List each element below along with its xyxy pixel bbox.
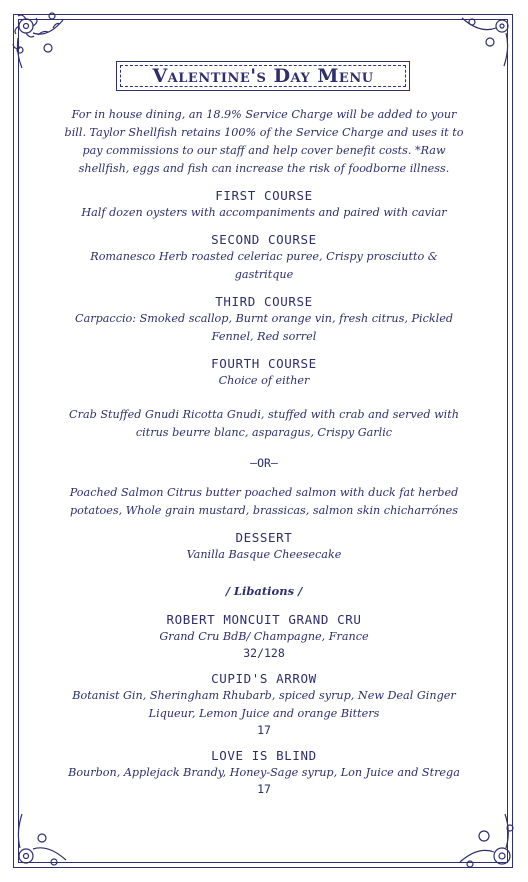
menu-content (60, 106, 468, 797)
dessert-description: Vanilla Basque Cheesecake (186, 548, 342, 561)
course-title: THIRD COURSE (215, 294, 313, 309)
or-divider: —OR— (250, 456, 278, 470)
intro-text: For in house dining, an 18.9% Service Charge will be added to your bill. Taylor Shellfish retains 100% of the Service Charge and uses it to pay commissions to our staff and help cover benefit costs. *Raw shellfish, eggs and fish can increase the risk of foodborne illness. (64, 108, 464, 175)
dessert-title: DESSERT (235, 530, 293, 545)
course-description: Half dozen oysters with accompaniments and paired with caviar (81, 206, 447, 219)
drink-title: LOVE IS BLIND (211, 748, 317, 763)
course-description: Carpaccio: Smoked scallop, Burnt orange vin, fresh citrus, Pickled Fennel, Red sorrel (75, 312, 453, 343)
course-description: Choice of either (218, 374, 310, 387)
floral-corner-icon (450, 804, 520, 874)
title-banner (110, 56, 416, 96)
drink-title: ROBERT MONCUIT GRAND CRU (166, 612, 362, 627)
drink-description: Botanist Gin, Sheringham Rhubarb, spiced syrup, New Deal Ginger Liqueur, Lemon Juice and orange Bitters (72, 689, 456, 720)
drink-price: 17 (257, 723, 271, 737)
course-title: FOURTH COURSE (211, 356, 317, 371)
floral-corner-icon (8, 8, 78, 78)
floral-corner-icon (8, 804, 78, 874)
course-description: Romanesco Herb roasted celeriac puree, Crispy prosciutto & gastritque (90, 250, 438, 281)
drink-title: CUPID'S ARROW (211, 671, 317, 686)
floral-corner-icon (450, 8, 520, 78)
course-title: FIRST COURSE (215, 188, 313, 203)
course-title: SECOND COURSE (211, 232, 317, 247)
drink-price: 17 (257, 782, 271, 796)
drink-description: Grand Cru BdB/ Champagne, France (159, 630, 369, 643)
drink-price: 32/128 (243, 646, 285, 660)
choice-crab-gnudi: Crab Stuffed Gnudi Ricotta Gnudi, stuffed with crab and served with citrus beurre blanc, asparagus, Crispy Garlic (69, 408, 459, 439)
page-title: Valentine's Day Menu (152, 65, 374, 87)
drink-description: Bourbon, Applejack Brandy, Honey-Sage syrup, Lon Juice and Strega (68, 766, 460, 779)
choice-poached-salmon: Poached Salmon Citrus butter poached salmon with duck fat herbed potatoes, Whole grain mustard, brassicas, salmon skin chicharrónes (69, 486, 459, 517)
libations-heading: / Libations / (225, 584, 303, 598)
